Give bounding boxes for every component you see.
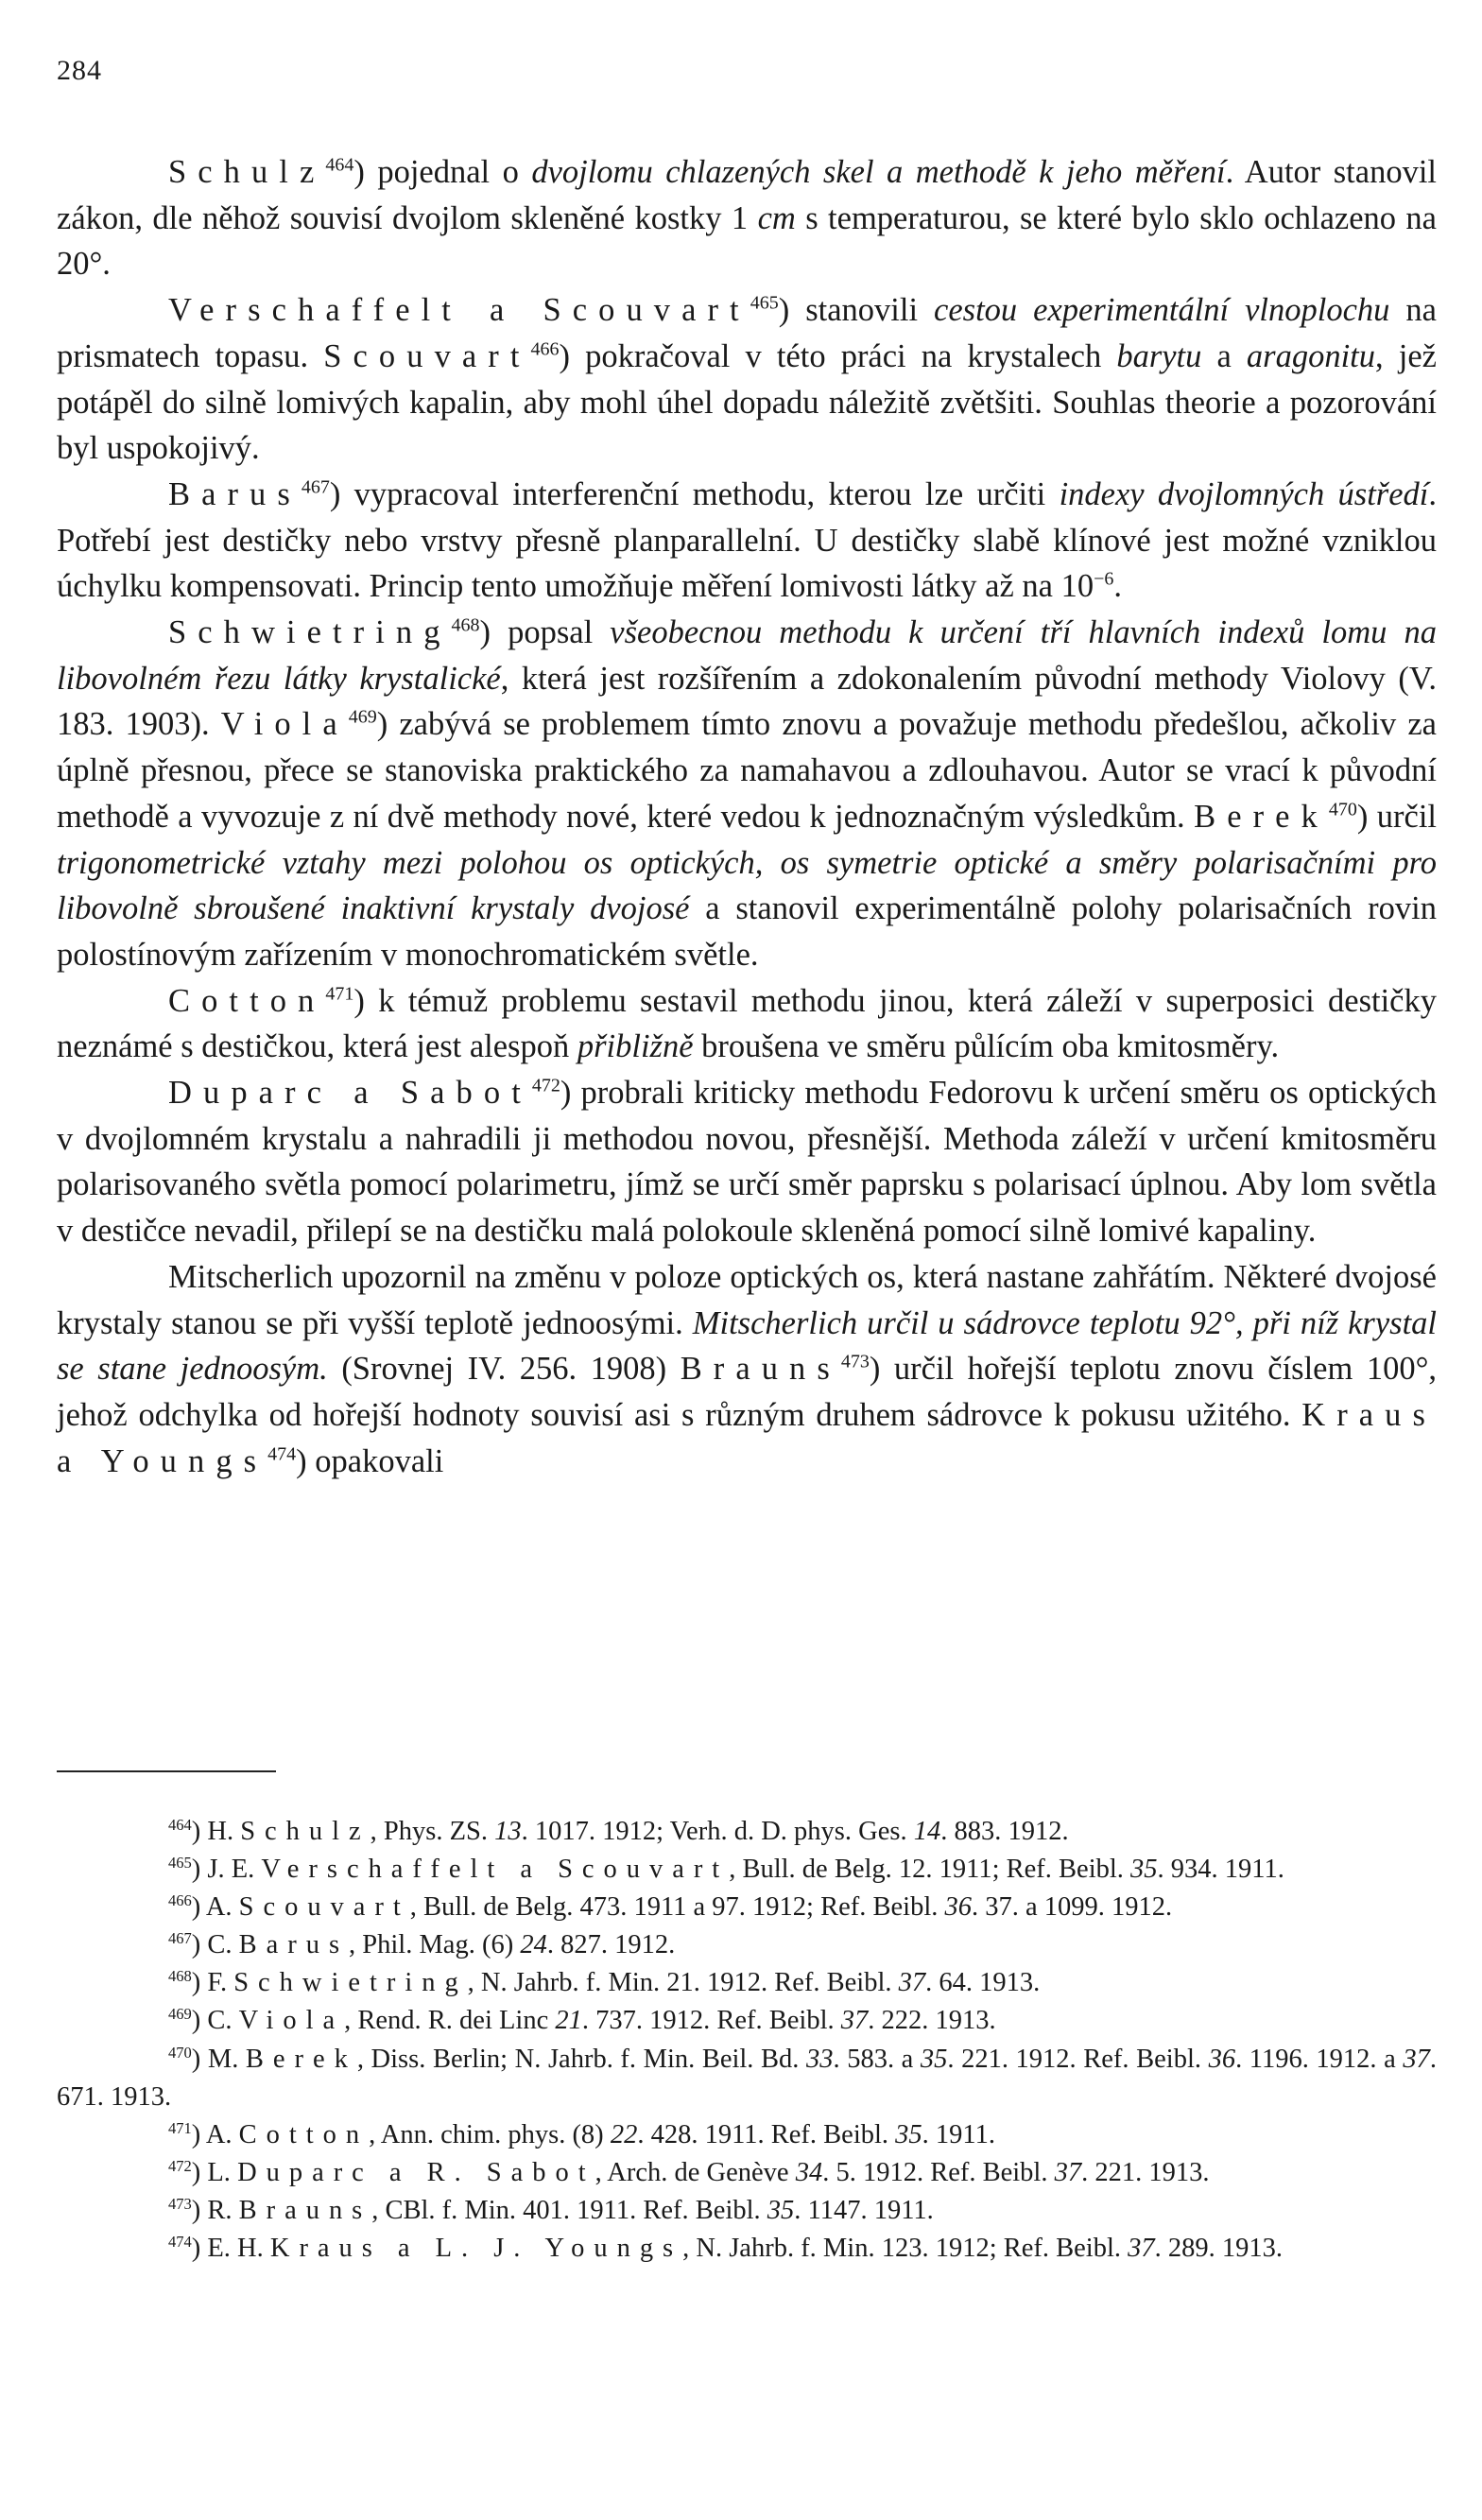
- text-run: . 428. 1911. Ref. Beibl.: [637, 2119, 896, 2149]
- footnote-465: [57, 1851, 1437, 1889]
- italic-text: 35: [767, 2195, 795, 2225]
- paragraph-verschaffelt: [57, 287, 1437, 472]
- spaced-name: Kraus a Youngs: [57, 1396, 1437, 1479]
- text-run: a stanovil experimentálně polohy polarisačních rovin polostínovým zařízením v monochromatickém světle.: [57, 890, 1437, 973]
- text-run: ) k témuž problemu sestavil methodu jinou, která záleží v superposici destičky neznámé s destičkou, která jest alespoň: [57, 982, 1437, 1065]
- spaced-name: Verschaffelt a Scouvart: [261, 1855, 730, 1885]
- text-run: ) J. E.: [191, 1855, 262, 1885]
- italic-text: indexy dvojlomných ústředí: [1059, 475, 1429, 512]
- text-run: ) vypracoval interferenční methodu, kterou lze určiti: [329, 475, 1060, 512]
- paragraph-schulz: [57, 149, 1437, 287]
- reference-mark: 472: [531, 1075, 560, 1096]
- reference-mark: 469: [168, 2005, 192, 2024]
- text-run: ) A.: [191, 1892, 239, 1923]
- italic-text: přibližně: [577, 1028, 694, 1065]
- spaced-name: Viola: [238, 2006, 345, 2036]
- italic-text: 13: [494, 1817, 522, 1846]
- italic-text: 35: [895, 2119, 922, 2149]
- text-run: . 221. 1912. Ref. Beibl.: [947, 2044, 1209, 2074]
- text-run: , Bull. de Belg. 12. 1911; Ref. Beibl.: [729, 1855, 1131, 1885]
- spaced-name: Brauns: [238, 2195, 372, 2225]
- text-run: . 37. a 1099. 1912.: [972, 1892, 1173, 1923]
- italic-text: cestou experimentální vlnoplochu: [934, 292, 1390, 329]
- text-run: .: [1113, 568, 1122, 605]
- text-run: . 222. 1913.: [868, 2006, 996, 2036]
- footnote-466: [57, 1889, 1437, 1926]
- italic-text: 37: [1403, 2044, 1430, 2074]
- text-run: ) stanovili: [778, 292, 935, 329]
- text-run: , jež potápěl do silně lomivých kapalin, aby mohl úhel dopadu náležitě zvětšiti. Souhlas theorie a pozorování byl uspokojivý.: [57, 337, 1437, 467]
- text-run: ) A.: [191, 2119, 239, 2149]
- text-run: ) popsal: [479, 614, 611, 651]
- spaced-name: Schwietring: [233, 1968, 468, 1998]
- text-run: ) pokračoval v této práci na krystalech: [559, 337, 1117, 374]
- text-run: ) E. H.: [191, 2234, 270, 2264]
- italic-text: 37: [1128, 2234, 1155, 2264]
- italic-text: 37: [840, 2006, 869, 2036]
- italic-text: 24: [520, 1930, 547, 1960]
- text-run: . 827. 1912.: [546, 1930, 676, 1960]
- italic-text: 21: [555, 2006, 582, 2036]
- reference-mark: 464: [168, 1815, 192, 1834]
- spaced-name: Viola: [220, 706, 349, 743]
- reference-mark: 467: [168, 1929, 192, 1948]
- reference-mark: 473: [168, 2194, 192, 2213]
- reference-mark: 470: [168, 2043, 192, 2062]
- body-text: [57, 149, 1437, 1484]
- text-run: ) C.: [191, 2006, 239, 2036]
- text-run: . 1017. 1912; Verh. d. D. phys. Ges.: [521, 1817, 914, 1846]
- spaced-name: Verschaffelt a Scouvart: [168, 292, 750, 329]
- footnote-474: [57, 2230, 1437, 2268]
- text-run: . 221. 1913.: [1081, 2157, 1210, 2187]
- footnote-separator: [57, 1770, 276, 1772]
- paragraph-duparc: [57, 1070, 1437, 1254]
- spaced-name: Duparc a Sabot: [168, 1075, 532, 1112]
- reference-mark: 466: [168, 1890, 192, 1909]
- footnote-467: [57, 1926, 1437, 1964]
- text-run: . 934. 1911.: [1157, 1855, 1284, 1885]
- footnote-472: [57, 2154, 1437, 2192]
- text-run: ) určil: [1356, 798, 1438, 835]
- spaced-name: Berek: [245, 2044, 357, 2074]
- reference-mark: 469: [348, 707, 377, 729]
- spaced-name: Brauns: [680, 1351, 841, 1388]
- text-run: , N. Jahrb. f. Min. 123. 1912; Ref. Beibl.: [682, 2234, 1129, 2264]
- text-run: . 5. 1912. Ref. Beibl.: [822, 2157, 1055, 2187]
- text-run: , Phil. Mag. (6): [349, 1930, 521, 1960]
- paragraph-barus: [57, 472, 1437, 610]
- footnote-471: [57, 2116, 1437, 2154]
- text-run: ) určil hořejší teplotu znovu číslem 100°, jehož odchylka od hořejší hodnoty souvisí asi s různým druhem sádrovce k pokusu užitého.: [57, 1351, 1438, 1433]
- spaced-name: Berek: [1194, 798, 1329, 835]
- spaced-name: Duparc a R. Sabot: [237, 2157, 595, 2187]
- italic-text: 33: [805, 2044, 834, 2074]
- text-run: (Srovnej IV. 256. 1908): [327, 1351, 681, 1388]
- spaced-name: Barus: [168, 475, 302, 512]
- reference-mark: 465: [168, 1853, 192, 1872]
- text-run: s temperaturou, se které bylo sklo ochlazeno na 20°.: [57, 199, 1437, 283]
- spaced-name: Schulz: [240, 1817, 370, 1846]
- spaced-name: Schwietring: [168, 614, 452, 651]
- text-run: ) F.: [191, 1968, 234, 1998]
- italic-text: 36: [1208, 2044, 1236, 2074]
- text-run: , Diss. Berlin; N. Jahrb. f. Min. Beil. Bd.: [356, 2044, 806, 2074]
- text-run: ) L.: [191, 2157, 238, 2187]
- reference-mark: 474: [267, 1443, 297, 1465]
- footnote-473: [57, 2192, 1437, 2230]
- reference-mark: 474: [168, 2232, 192, 2251]
- reference-mark: 467: [301, 476, 330, 498]
- spaced-name: Barus: [238, 1930, 350, 1960]
- text-run: a: [1201, 337, 1247, 374]
- reference-mark: 472: [168, 2156, 192, 2175]
- text-run: . 1147. 1911.: [794, 2195, 934, 2225]
- italic-text: 35: [1130, 1855, 1158, 1885]
- text-run: ) H.: [191, 1817, 241, 1846]
- text-run: , N. Jahrb. f. Min. 21. 1912. Ref. Beibl.: [467, 1968, 899, 1998]
- text-run: , Bull. de Belg. 473. 1911 a 97. 1912; Ref. Beibl.: [409, 1892, 945, 1923]
- italic-text: dvojlomu chlazených skel a methodě k jeho měření: [531, 154, 1226, 190]
- text-run: . 1196. 1912. a: [1235, 2044, 1404, 2074]
- italic-text: trigonometrické vztahy mezi polohou os optických, os symetrie optické a směry polarisačními pro libovolně sbroušené inaktivní krystaly dvojosé: [57, 844, 1437, 927]
- italic-text: barytu: [1116, 337, 1202, 374]
- spaced-name: Cotton: [238, 2119, 370, 2149]
- reference-mark: −6: [1094, 568, 1114, 590]
- text-run: Mitscherlich upozornil na změnu v poloze optických os, která nastane zahřátím. Některé dvojosé krystaly stanou se při vyšší teplotě jednoosými.: [57, 1258, 1437, 1341]
- italic-text: 35: [920, 2044, 948, 2074]
- text-run: . 64. 1913.: [925, 1968, 1041, 1998]
- text-run: . 583. a: [833, 2044, 921, 2074]
- page-number: 284: [57, 55, 102, 86]
- italic-text: všeobecnou methodu k určení tří hlavních indexů lomu na libovolném řezu látky krystalické: [57, 614, 1437, 697]
- reference-mark: 470: [1328, 799, 1357, 820]
- paragraph-mitscherlich: [57, 1254, 1437, 1485]
- spaced-name: Cotton: [168, 982, 326, 1019]
- text-run: na prismatech topasu.: [57, 292, 1437, 374]
- reference-mark: 466: [530, 338, 560, 360]
- italic-text: Mitscherlich určil u sádrovce teplotu 92°, při níž krystal se stane jednoosým.: [57, 1304, 1437, 1388]
- footnote-469: [57, 2002, 1437, 2040]
- text-run: ) pojednal o: [353, 154, 532, 190]
- text-run: ) zabývá se problemem tímto znovu a považuje methodu předešlou, ačkoliv za úplně přesnou, přece se stanoviska praktického za namahavou a zdlouhavou. Autor se vrací k původní methodě a vyvozuje z ní dvě methody nové, které vedou k jednoznačným výsledkům.: [57, 706, 1437, 835]
- text-run: . 289. 1913.: [1154, 2234, 1284, 2264]
- italic-text: 37: [898, 1968, 926, 1998]
- italic-text: 34: [795, 2157, 823, 2187]
- text-run: , která jest rozšířením a zdokonalením původní methody Violovy (V. 183. 1903).: [57, 660, 1437, 743]
- reference-mark: 468: [168, 1967, 192, 1986]
- text-run: , CBl. f. Min. 401. 1911. Ref. Beibl.: [371, 2195, 767, 2225]
- spaced-name: Scouvart: [238, 1892, 410, 1923]
- text-run: , Phys. ZS.: [370, 1817, 495, 1846]
- text-run: . 737. 1912. Ref. Beibl.: [581, 2006, 841, 2036]
- paragraph-cotton: [57, 978, 1437, 1070]
- footnote-468: [57, 1964, 1437, 2002]
- text-run: ) opakovali: [296, 1442, 444, 1479]
- reference-mark: 471: [168, 2118, 192, 2137]
- text-run: , Ann. chim. phys. (8): [369, 2119, 611, 2149]
- footnote-464: [57, 1813, 1437, 1851]
- italic-text: aragonitu: [1246, 337, 1376, 374]
- italic-text: cm: [757, 199, 796, 236]
- text-run: ) C.: [191, 1930, 239, 1960]
- italic-text: 22: [610, 2119, 638, 2149]
- text-run: ) probrali kriticky methodu Fedorovu k určení směru os optických v dvojlomném krystalu a nahradili ji methodou novou, přesnější. Methoda záleží v určení kmitosměru polarisovaného světla pomocí polarimetru, jímž se určí směr paprsku s polarisací úplnou. Aby lom světla v destičce nevadil, přilepí se na destičku malá polokoule skleněná pomocí silně lomivé kapaliny.: [57, 1075, 1437, 1250]
- spaced-name: Kraus a L. J. Youngs: [269, 2234, 683, 2264]
- text-run: , Rend. R. dei Linc: [344, 2006, 556, 2036]
- text-run: . 1911.: [922, 2119, 995, 2149]
- paragraph-schwietring: [57, 610, 1437, 978]
- italic-text: 36: [944, 1892, 972, 1923]
- spaced-name: Schulz: [168, 154, 326, 190]
- text-run: . Potřebí jest destičky nebo vrstvy přesně planparallelní. U destičky slabě klínové jest možné vzniklou úchylku kompensovati. Princip tento umožňuje měření lomivosti látky až na 10: [57, 475, 1437, 605]
- spaced-name: Scouvart: [323, 337, 531, 374]
- reference-mark: 468: [451, 614, 480, 636]
- text-run: . Autor stanovil zákon, dle něhož souvisí dvojlom skleněné kostky 1: [57, 154, 1437, 236]
- text-run: ) R.: [191, 2195, 239, 2225]
- text-run: , Arch. de Genève: [595, 2157, 796, 2187]
- reference-mark: 473: [840, 1351, 870, 1372]
- reference-mark: 471: [325, 983, 354, 1005]
- reference-mark: 464: [325, 154, 354, 176]
- text-run: . 883. 1912.: [940, 1817, 1069, 1846]
- italic-text: 14: [913, 1817, 941, 1846]
- text-run: ) M.: [191, 2044, 246, 2074]
- footnotes: [57, 1813, 1437, 2268]
- italic-text: 37: [1054, 2157, 1082, 2187]
- text-run: . 671. 1913.: [57, 2044, 1437, 2112]
- reference-mark: 465: [750, 292, 779, 314]
- text-run: broušena ve směru půlícím oba kmitosměry.: [693, 1028, 1280, 1065]
- footnote-470: [57, 2041, 1437, 2116]
